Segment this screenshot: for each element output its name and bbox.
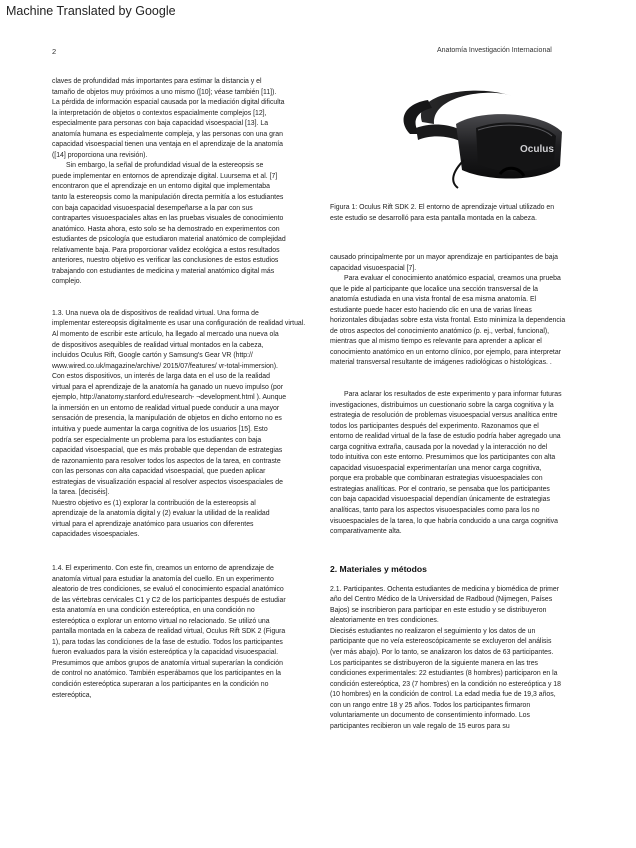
left-column	[52, 77, 320, 701]
right-column	[330, 253, 588, 732]
right-paragraph-1: causado principalmente por un mayor aprendizaje en participantes de baja capacidad visuoespacial [7].	[330, 254, 558, 272]
section-1-4-paragraph: 1.4. El experimento. Con este fin, creamos un entorno de aprendizaje de anatomía virtual para estudiar la anatomía del cuello. En un experimento aleatorio de tres condiciones, se evaluó el conocimiento espacial anatómico de las vértebras cervicales C1 y C2 de los participantes después de estudiar esta anatomía en una condición estereóptica, en una condición no estereóptica o explorar un entorno virtual no relacionado. Se utilizó una pantalla montada en la cabeza de realidad virtual, Oculus Rift SDK 2 (Figura 1), para todas las condiciones de la fase de estudio. Todos los participantes fueron evaluados para la visión estereóptica y la capacidad visuoespacial. Presumimos que ambos grupos de anatomía virtual superarían la condición de control no anatómico. También esperábamos que los participantes en la condición estereóptica superaran a los participantes en la condición no estereóptica,	[52, 564, 286, 699]
intro-paragraph-2: Sin embargo, la señal de profundidad visual de la estereopsis se puede implementar en entornos de aprendizaje digital. Luursema et al. [7] encontraron que el aprendizaje en un entorno digital que implementaba tanto la estereopsis como la manipulación directa permitía a los estudiantes con baja capacidad visuoespacial desempeñarse a la par con sus contrapartes visuoespaciales altas en las pruebas visuales de conocimiento anatómico. Hasta ahora, esto solo se ha demostrado en experimentos con estudiantes de psicología que estudiaron material anatómico de complejidad relativamente baja. Para proporcionar validez ecológica a estos resultados anteriores, nuestro objetivo es verificar las conclusiones de estos estudios trabajando con estudiantes de medicina y material anatómico digital más complejo.	[52, 162, 286, 286]
oculus-rift-headset-image	[392, 82, 568, 189]
section-heading-materials-methods: 2. Materiales y métodos	[330, 563, 427, 574]
intro-paragraph-1: claves de profundidad más importantes para estimar la distancia y el tamaño de objetos muy próximos a uno mismo ([10]; véase también [11]). La pérdida de información espacial causada por la mediación digital dificulta la interpretación de objetos o contextos espacialmente complejos [12], especialmente para personas con baja capacidad visoespacial [13]. La anatomía humana es especialmente compleja, y las personas con una gran capacidad visoespacial tienen una ventaja en el aprendizaje de la anatomía ([14] proporciona una revisión).	[52, 78, 285, 159]
oculus-logo-text: Oculus	[520, 144, 554, 155]
page-number: 2	[52, 47, 57, 56]
right-paragraph-2: Para evaluar el conocimiento anatómico espacial, creamos una prueba que le pide al participante que localice una sección transversal de la anatomía estudiada en una vista frontal de esa misma anatomía. El estudiante puede hacer esto haciendo clic en una de varias líneas horizontales dibujadas sobre esta vista frontal. Esto minimiza la dependencia de otros aspectos del conocimiento anatómico (p. ej., verbal, funcional), mientras que al mismo tiempo es relevante para aprender a aplicar el conocimiento anatómico en un entorno clínico, por ejemplo, para interpretar material transversal resultante de imágenes radiológicas o histológicas. .	[330, 275, 566, 367]
section-1-3-paragraph: 1.3. Una nueva ola de dispositivos de realidad virtual. Una forma de implementar estereopsis digitalmente es usar una configuración de realidad virtual. Al momento de escribir este artículo, ha llegado al mercado una nueva ola de dispositivos asequibles de realidad virtual montados en la cabeza, incluidos Oculus Rift, Google cartón y Samsung's Gear VR (http:// www.wired.co.uk/magazine/archive/ 2015/07/features/ vr-total-immersion). Con estos dispositivos, un interés de larga data en el uso de la realidad virtual para el aprendizaje de la anatomía ha ganado un nuevo impulso (por ejemplo, http://anatomy.stanford.edu/research- ¬development.html ). Aunque la inmersión en un entorno de realidad virtual puede conducir a una mayor sensación de presencia, la manipulación de objetos en dicho entorno no es intuitiva y puede aumentar la carga cognitiva de los usuarios [15]. Esto podría ser especialmente un problema para los estudiantes con baja capacidad visoespacial, que es más probable que dependan de estrategias de razonamiento para resolver todos los aspectos de la tarea, en contraste con las personas con alta capacidad visoespacial, que pueden aplicar estrategias de visualización espacial al resolver aspectos visoespaciales de la tarea. [deciséis]. Nuestro objetivo es (1) explorar la contribución de la estereopsis al aprendizaje de la anatomía digital y (2) evaluar la utilidad de la realidad virtual para el aprendizaje anatómico para usuarios con diferentes capacidades visoespaciales.	[52, 309, 306, 539]
figure-1-caption	[330, 203, 590, 224]
right-paragraph-3: Para aclarar los resultados de este experimento y para informar futuras investigaciones, distribuimos un cuestionario sobre la carga cognitiva y la estrategia de resolución de problemas visuoespacial versus analítica entre todos los participantes después del experimento. Razonamos que el entorno de realidad virtual de la fase de estudio podría haber agregado una carga cognitiva extraña, causada por la novedad y la interacción no del todo intuitiva con este entorno. Presumimos que los participantes con alta capacidad visuoespacial experimentarían una menor carga cognitiva, porque era probable que combinaran estrategias visuoespaciales con estrategias analíticas. Por el contrario, se pensaba que los participantes con baja capacidad visuoespacial dependían únicamente de estrategias analíticas, tanto para los aspectos visuoespaciales como para los no visuoespaciales de la tarea, lo que habría conducido a una carga cognitiva comparativamente alta.	[330, 391, 562, 536]
figure-caption-text: Figura 1: Oculus Rift SDK 2. El entorno de aprendizaje virtual utilizado en este estudio se desarrolló para esta pantalla montada en la cabeza.	[330, 204, 555, 222]
running-head: Anatomía Investigación Internacional	[437, 47, 552, 54]
machine-translation-banner: Machine Translated by Google	[6, 4, 176, 18]
section-2-1-paragraph: 2.1. Participantes. Ochenta estudiantes de medicina y biomédica de primer año del Centro Médico de la Universidad de Radboud (Nijmegen, Países Bajos) se inscribieron para participar en este estudio y se distribuyeron aleatoriamente en tres condiciones. Diecisés estudiantes no realizaron el seguimiento y los datos de un participante que no veía estereoscópicamente se excluyeron del análisis (ver más abajo). Por lo tanto, se analizaron los datos de 63 participantes. Los participantes se distribuyeron de la siguiente manera en las tres condiciones experimentales: 22 estudiantes (8 hombres) participaron en la condición estereóptica, 23 (7 hombres) en la condición no estereóptica y 18 (10 hombres) en la condición de control. La edad media fue de 19,3 años, con un rango entre 18 y 25 años. Todos los participantes firmaron voluntariamente un documento de consentimiento informado. Los participantes recibieron un vale regalo de 15 euros para su	[330, 585, 561, 730]
headset-illustration	[392, 82, 568, 189]
